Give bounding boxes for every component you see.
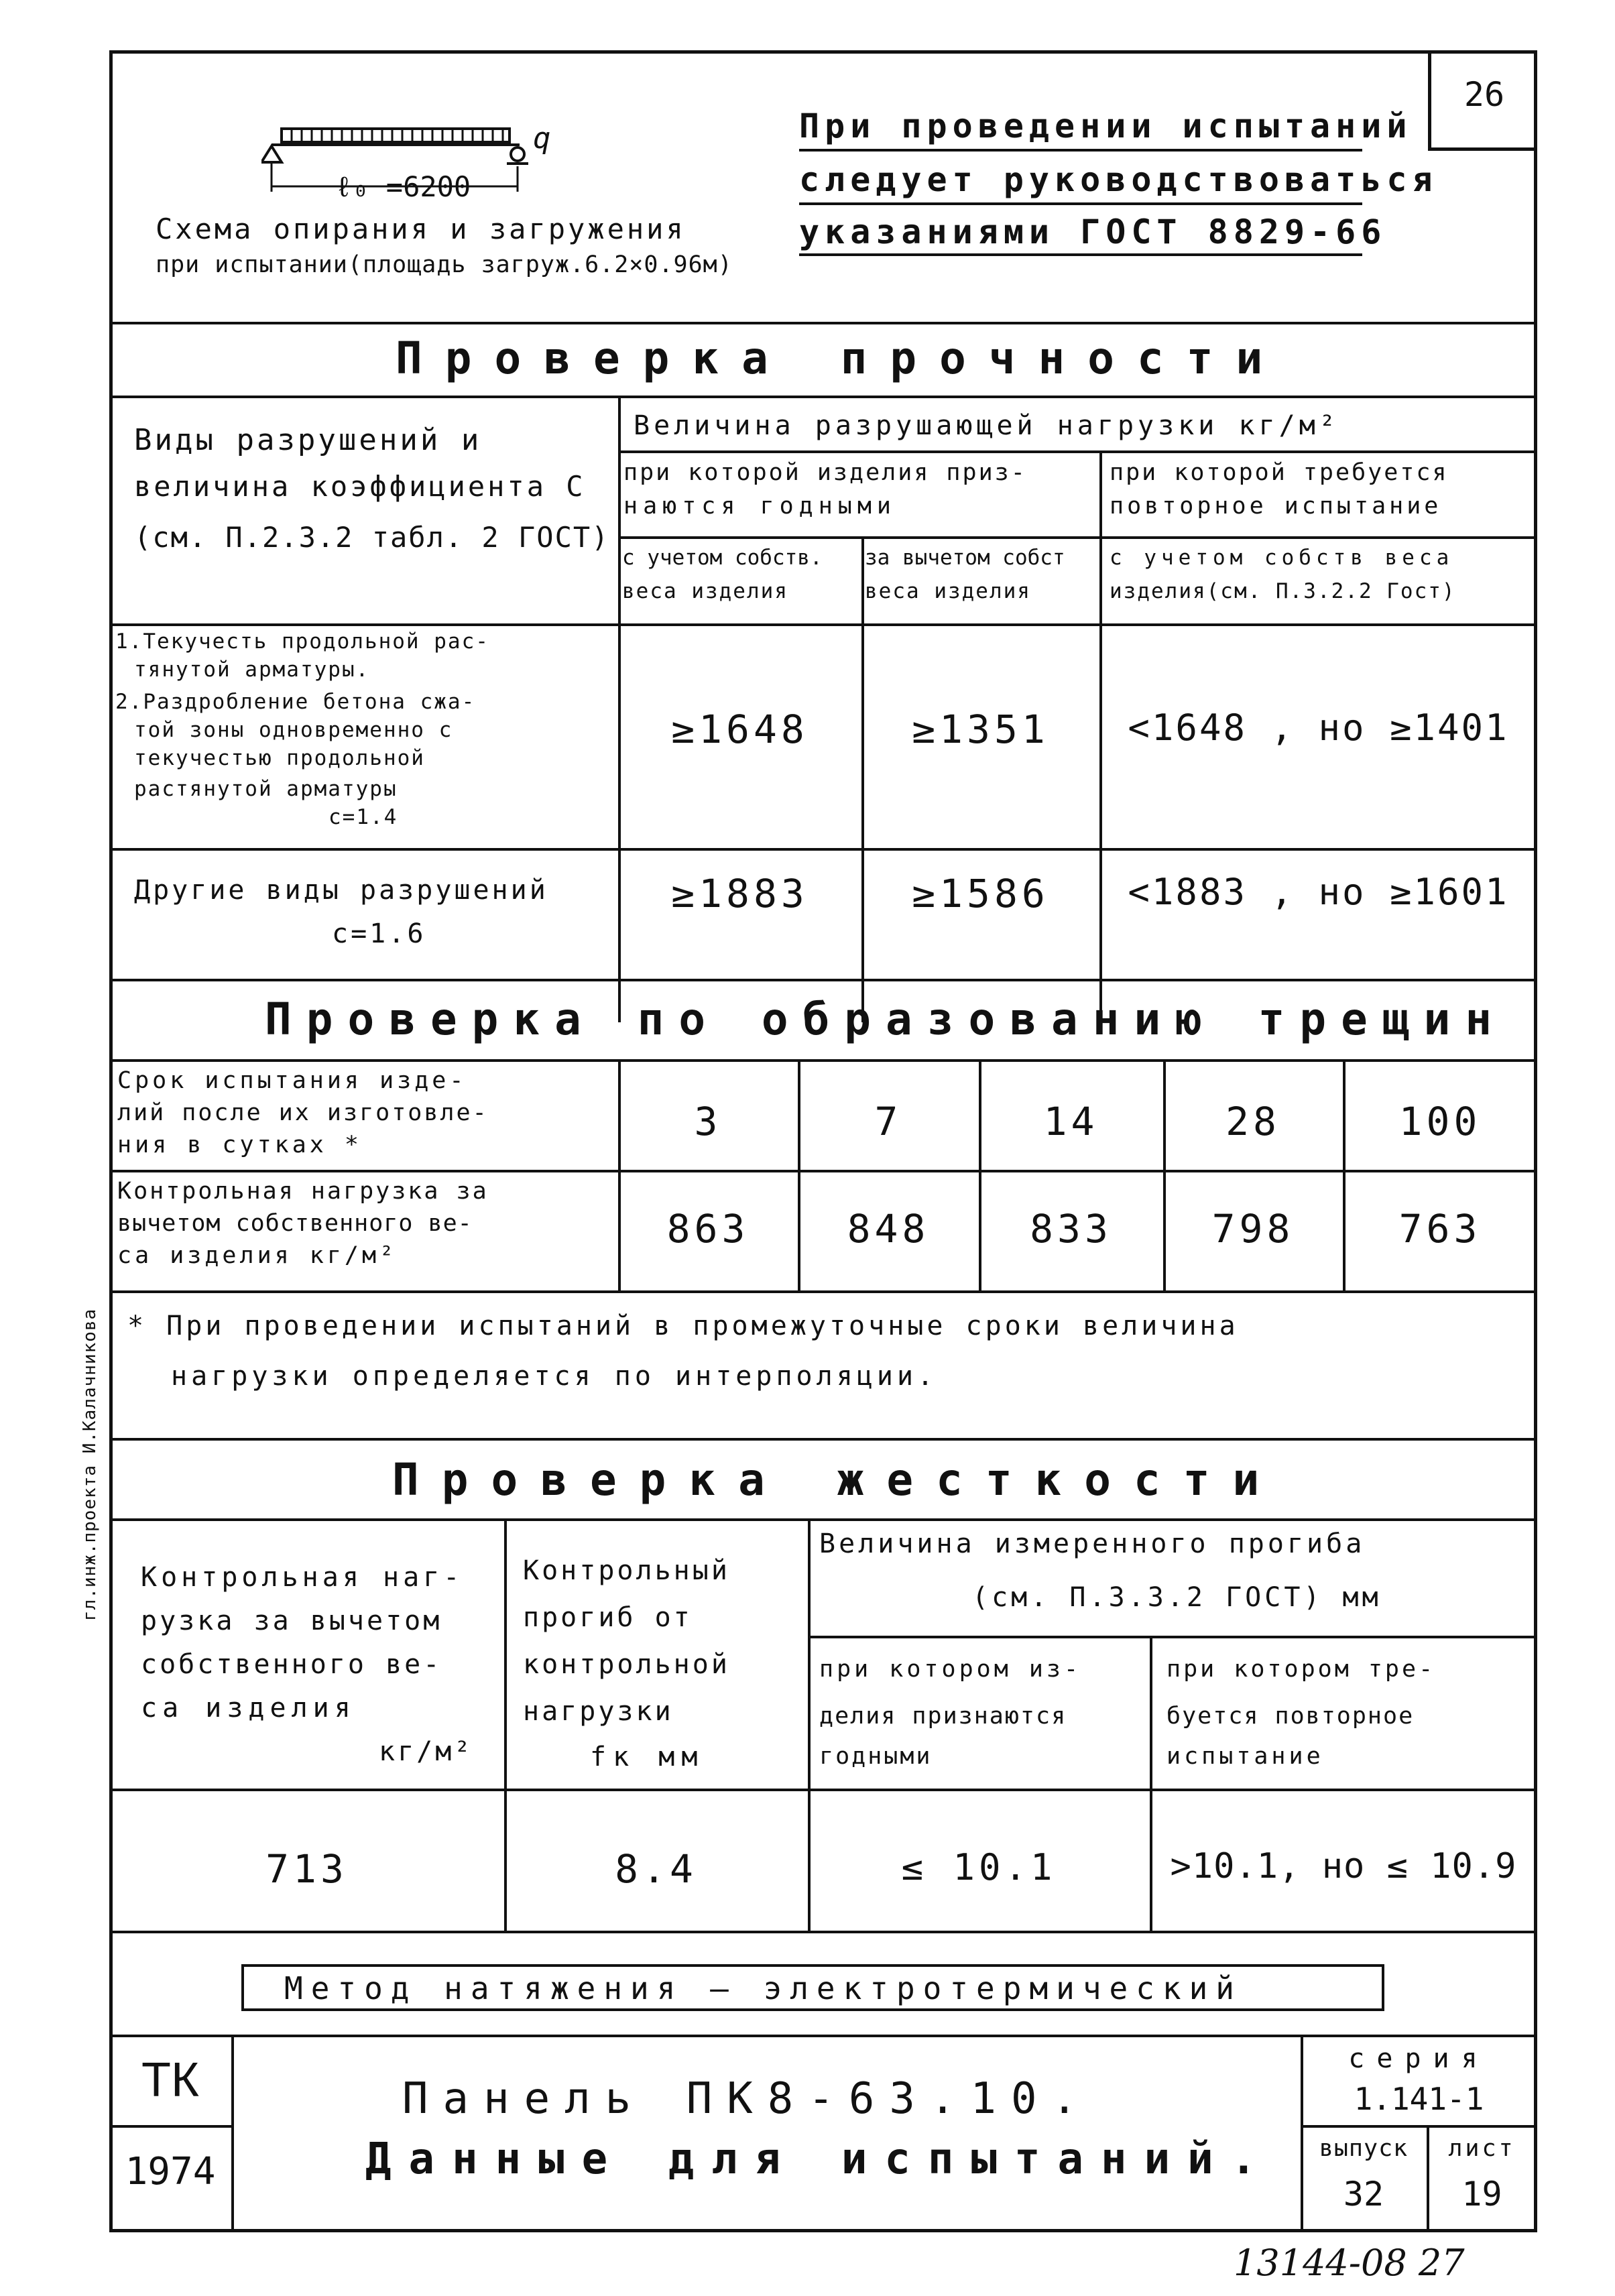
issue-label: выпуск	[1319, 2135, 1409, 2162]
doc-title-1: Панель ПК8-63.10.	[402, 2074, 1093, 2124]
sub-retest-1: с учетом собств веса	[1110, 546, 1454, 570]
stiff-defl-head-3: контрольной	[523, 1649, 730, 1680]
strength-left-head-2: величина коэффициента С	[134, 470, 586, 503]
footnote-line-2: нагрузки определяется по интерполяции.	[171, 1361, 938, 1392]
crack-term-100: 100	[1398, 1099, 1482, 1144]
scheme-caption-2: при испытании(площадь загруж.6.2×0.96м)	[156, 251, 733, 278]
stiff-retest-deflection: >10.1, но ≤ 10.9	[1170, 1846, 1517, 1886]
crack-load-28: 798	[1211, 1206, 1295, 1252]
strength-title: Проверка прочности	[396, 333, 1286, 384]
method-box	[241, 1964, 1384, 2011]
stiff-load-head-2: рузка за вычетом	[141, 1606, 442, 1636]
cracks-row1-label-3: ния в сутках *	[117, 1132, 363, 1158]
crack-load-7: 848	[847, 1206, 930, 1252]
instruction-line-3: указаниями ГОСТ 8829-66	[799, 213, 1387, 251]
stiff-good-head-2: делия признаются	[819, 1703, 1067, 1730]
strength-row1-label-5: текучестью продольной	[134, 746, 425, 770]
stiff-retest-head-1: при котором тре-	[1167, 1656, 1436, 1683]
strength-row2-retest: <1883 , но ≥1601	[1128, 871, 1509, 913]
year: 1974	[125, 2150, 216, 2193]
stiff-good-head-1: при котором из-	[819, 1656, 1082, 1683]
strength-row1-with-weight: ≥1648	[671, 707, 809, 752]
strength-row1-label-1: 1.Текучесть продольной рас-	[115, 629, 489, 654]
stiff-measured-head-2: (см. П.3.3.2 ГОСТ) мм	[972, 1582, 1382, 1613]
sheet-label: лист	[1448, 2135, 1516, 2162]
strength-row2-without-weight: ≥1586	[912, 871, 1049, 916]
stiff-load-head-5: кг/м²	[379, 1736, 473, 1767]
crack-load-3: 863	[666, 1206, 750, 1252]
stiff-defl-head-2: прогиб от	[523, 1602, 693, 1633]
strength-row1-label-7: с=1.4	[328, 805, 398, 829]
stiff-load-head-4: са изделия	[141, 1693, 356, 1724]
sheet-value: 19	[1461, 2175, 1502, 2214]
strength-retest-head-2: повторное испытание	[1110, 493, 1442, 520]
instruction-line-1: При проведении испытаний	[799, 107, 1413, 145]
stiff-measured-head-1: Величина измеренного прогиба	[819, 1528, 1366, 1559]
sub-with-weight-2: веса изделия	[622, 579, 788, 603]
span-label: ℓ₀ =6200	[335, 170, 471, 203]
strength-good-head-1: при которой изделия приз-	[623, 459, 1027, 486]
stiff-defl-head-4: нагрузки	[523, 1696, 674, 1727]
stiff-good-deflection: ≤ 10.1	[901, 1846, 1057, 1888]
strength-top-head: Величина разрушающей нагрузки кг/м²	[634, 410, 1339, 441]
stiff-retest-head-2: буется повторное	[1167, 1703, 1415, 1730]
stiff-good-head-3: годными	[819, 1743, 933, 1770]
archive-number: 13144-08 27	[1234, 2242, 1465, 2284]
side-stamp: гл.инж.проекта И.Калачникова	[80, 1308, 101, 1622]
scheme-caption-1: Схема опирания и загружения	[156, 213, 686, 245]
strength-retest-head-1: при которой требуется	[1110, 459, 1449, 486]
crack-term-7: 7	[874, 1099, 902, 1144]
strength-row1-label-3: 2.Раздробление бетона сжа-	[115, 690, 476, 714]
stiffness-title: Проверка жесткости	[392, 1454, 1282, 1506]
stiff-defl-head-5: fк мм	[590, 1742, 705, 1772]
cracks-title: Проверка по образованию трещин	[265, 993, 1507, 1045]
series-value: 1.141-1	[1354, 2081, 1484, 2117]
stiff-load-head-1: Контрольная наг-	[141, 1562, 464, 1593]
cracks-row2-label-3: са изделия кг/м²	[117, 1242, 398, 1269]
cracks-row1-label-2: лий после их изготовле-	[117, 1099, 489, 1126]
crack-term-28: 28	[1225, 1099, 1280, 1144]
strength-row1-label-6: растянутой арматуры	[134, 777, 398, 801]
series-label: серия	[1348, 2043, 1490, 2074]
crack-load-100: 763	[1398, 1206, 1482, 1252]
strength-row2-label-2: с=1.6	[332, 918, 426, 949]
doc-title-2: Данные для испытаний.	[365, 2134, 1274, 2184]
load-symbol: q	[533, 121, 551, 156]
strength-row1-label-4: той зоны одновременно с	[134, 718, 453, 742]
instruction-line-2: следует руководствоваться	[799, 160, 1438, 199]
strength-row1-retest: <1648 , но ≥1401	[1128, 707, 1509, 749]
strength-row1-without-weight: ≥1351	[912, 707, 1049, 752]
org-code: ТК	[141, 2053, 199, 2107]
footnote-line-1: * При проведении испытаний в промежуточные сроки величина	[127, 1311, 1239, 1341]
strength-row2-label-1: Другие виды разрушений	[134, 875, 548, 906]
page-number: 26	[1463, 75, 1505, 114]
crack-term-14: 14	[1043, 1099, 1099, 1144]
sub-retest-2: изделия(см. П.3.2.2 Гост)	[1110, 579, 1456, 603]
method-text: Метод натяжения — электротермический	[284, 1970, 1242, 2006]
sub-without-weight-1: за вычетом собст	[865, 546, 1065, 570]
strength-left-head-1: Виды разрушений и	[134, 423, 482, 457]
strength-left-head-3: (см. П.2.3.2 табл. 2 ГОСТ)	[134, 521, 610, 554]
stiff-load-head-3: собственного ве-	[141, 1649, 442, 1680]
sub-without-weight-2: веса изделия	[865, 579, 1031, 603]
stiff-control-deflection: 8.4	[615, 1846, 697, 1892]
cracks-row1-label-1: Срок испытания изде-	[117, 1067, 467, 1094]
strength-row1-label-2: тянутой арматуры.	[134, 658, 370, 682]
cracks-row2-label-2: вычетом собственного ве-	[117, 1210, 473, 1237]
crack-load-14: 833	[1030, 1206, 1112, 1252]
cracks-row2-label-1: Контрольная нагрузка за	[117, 1178, 489, 1205]
strength-good-head-2: наются годными	[623, 493, 897, 520]
strength-row2-with-weight: ≥1883	[671, 871, 809, 916]
issue-value: 32	[1343, 2175, 1384, 2214]
stiff-control-load: 713	[265, 1846, 348, 1892]
stiff-defl-head-1: Контрольный	[523, 1555, 730, 1586]
stiff-retest-head-3: испытание	[1167, 1743, 1324, 1770]
crack-term-3: 3	[694, 1099, 722, 1144]
sub-with-weight-1: с учетом собств.	[622, 546, 823, 570]
